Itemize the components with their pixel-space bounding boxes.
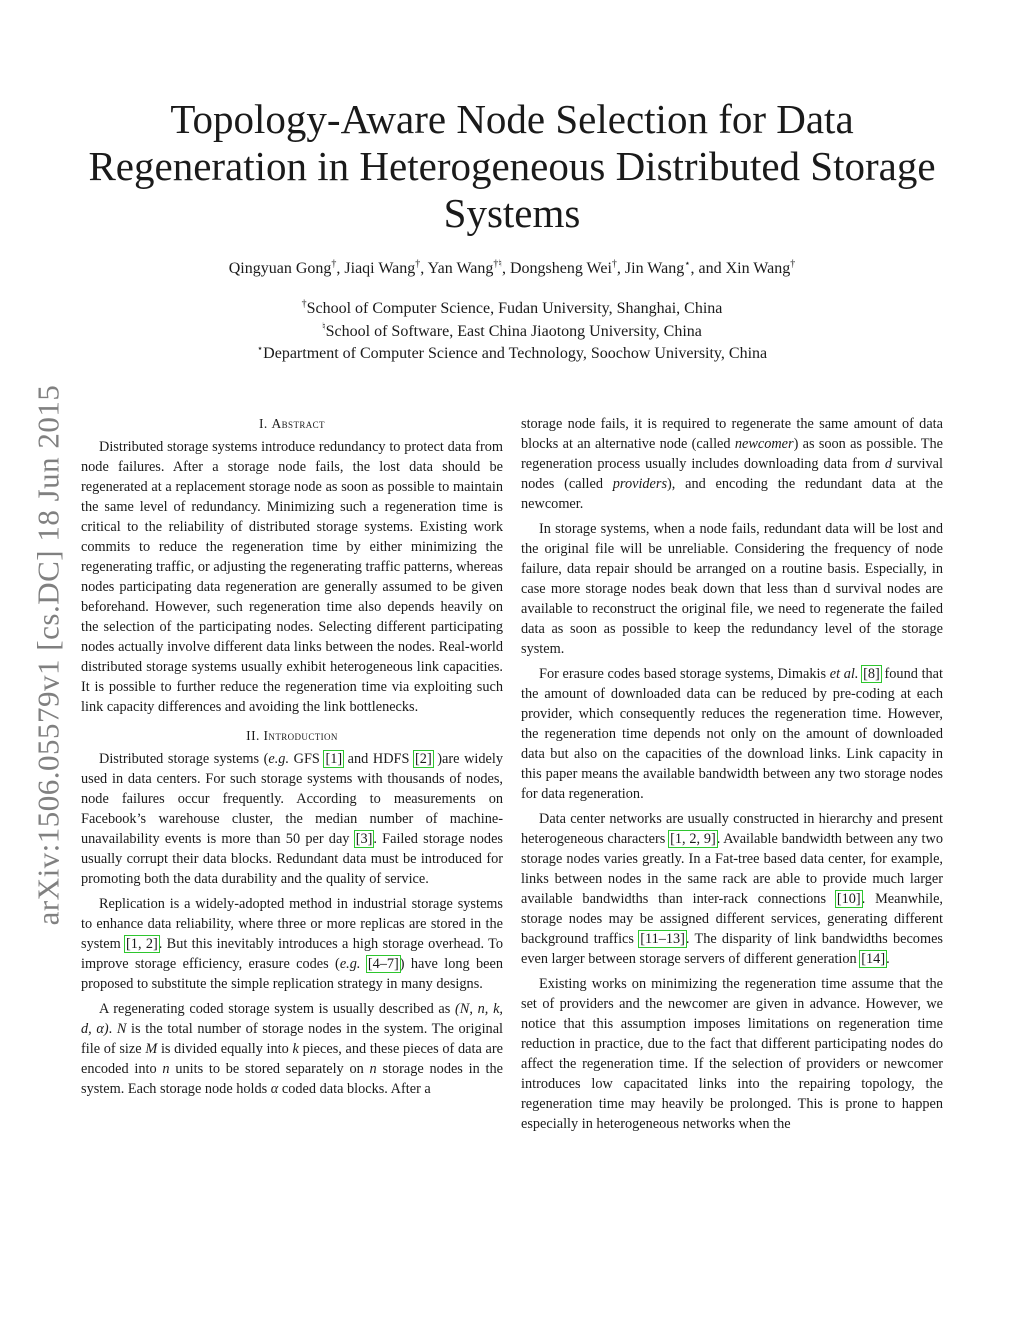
intro-paragraph-1: Distributed storage systems (e.g. GFS [1] and HDFS [2] )are widely used in data centers. For such storage systems with thousands of nodes, node failures occur frequently. According to measurements on Facebook’s warehouse cluster, the median number of machine-unavailability events is more than 50 per day [3]. Failed storage nodes usually corrupt their data blocks. Redundant data must be introduced for promoting both the data durability and the quality of service. — [81, 751, 503, 887]
affiliation-list — [60, 298, 964, 366]
citation-link[interactable]: [10] — [836, 891, 861, 907]
arxiv-identifier: arXiv:1506.05579v1 [cs.DC] 18 Jun 2015 — [30, 384, 66, 926]
intro-paragraph-3: A regenerating coded storage system is usually described as (N, n, k, d, α). N is the total number of storage nodes in the system. The original file of size M is divided equally into k pieces, and these pieces of data are encoded into n units to be stored separately on n storage nodes in the system. Each storage node holds α coded data blocks. After a — [81, 1001, 504, 1097]
citation-link[interactable]: [11–13] — [640, 931, 685, 947]
citation-link[interactable]: [1] — [325, 751, 343, 767]
author-list: Qingyuan Gong†, Jiaqi Wang†, Yan Wang†♮, Dongsheng Wei†, Jin Wang⋆, and Xin Wang† — [228, 258, 796, 277]
right-paragraph-3: For erasure codes based storage systems, Dimakis et al. [8] found that the amount of downloaded data can be reduced by pre-coding at each provider, which consequently reduces the regeneration time. However, the regeneration time depends not only on the amount of downloaded data but also on the capacities of the download links. Link capacity in this paper means the available bandwidth between any two storage nodes for data regeneration. — [521, 666, 944, 802]
section-title: Abstract — [271, 416, 325, 431]
right-paragraph-2: In storage systems, when a node fails, redundant data will be lost and the original file will be unreliable. Considering the frequency of node failure, data repair should be arranged on a routine basis. Especially, in case more storage nodes beak down that less than d survival nodes are available to reconstruct the original file, we need to regenerate the failed data as soon as possible to keep the redundancy level of the storage system. — [521, 521, 943, 657]
affiliation-mark: ⋆ — [256, 343, 264, 355]
author-mark: † — [415, 258, 421, 270]
author-name: Dongsheng Wei — [509, 260, 612, 277]
affiliation-text: School of Computer Science, Fudan University, Shanghai, China — [306, 300, 723, 317]
citation-link[interactable]: [4–7] — [367, 956, 399, 972]
citation-link[interactable]: [1, 2] — [126, 936, 158, 952]
right-paragraph-5: Existing works on minimizing the regeneration time assume that the set of providers and the newcomer are given in advance. However, we notice that this assumption imposes limitations on regeneration time reduction in practice, due to the fact that different participating nodes do affect the regeneration time. If the selection of providers or newcomer introduces low capacitated links into the repairing topology, the regeneration time may heavily be prolonged. This is prone to happen especially in heterogeneous networks when the — [521, 976, 943, 1132]
citation-link[interactable]: [8] — [863, 666, 880, 682]
author-mark: †♮ — [493, 258, 502, 270]
affiliation — [60, 298, 964, 321]
section-number: II. — [246, 728, 260, 743]
author-name: Yan Wang — [427, 260, 494, 277]
intro-paragraph-2: Replication is a widely-adopted method in industrial storage systems to enhance data reliability, where three or more replicas are stored in the system [1, 2]. But this inevitably introduces a high storage overhead. To improve storage efficiency, erasure codes (e.g. [4–7]) have long been proposed to substitute the simple replication strategy in many designs. — [81, 896, 504, 992]
author-name: Qingyuan Gong — [228, 260, 332, 277]
section-title: Introduction — [263, 728, 338, 743]
section-heading-abstract — [81, 414, 503, 434]
author-name: Xin Wang — [725, 260, 791, 277]
author-mark: † — [611, 258, 617, 270]
citation-link[interactable]: [14] — [861, 951, 886, 967]
affiliation — [60, 343, 964, 366]
affiliation-text: Department of Computer Science and Technology, Soochow University, China — [263, 345, 768, 362]
right-paragraph-4: Data center networks are usually constructed in hierarchy and present heterogeneous characters [1, 2, 9]. Available bandwidth between any two storage nodes varies greatly. In a Fat-tree based data center, for example, links between nodes in the same rack are able to provide much larger available bandwidths than inter-rack connections [10]. Meanwhile, storage nodes may be assigned different services, generating different background traffics [11–13]. The disparity of link bandwidths becomes even larger between storage servers of different generation [14]. — [521, 811, 943, 967]
affiliation — [60, 321, 964, 344]
citation-link[interactable]: [2] — [415, 751, 432, 767]
citation-link[interactable]: [1, 2, 9] — [670, 831, 716, 847]
right-column — [521, 414, 943, 1134]
affiliation-text: School of Software, East China Jiaotong University, China — [325, 322, 702, 340]
author-mark: ⋆ — [684, 258, 691, 270]
section-heading-introduction — [81, 726, 503, 746]
right-paragraph-1: storage node fails, it is required to regenerate the same amount of data blocks at an alternative node (called newcomer) as soon as possible. The regeneration process usually includes downloading data from d survival nodes (called providers), and encoding the redundant data at the newcomer. — [521, 416, 943, 512]
paper-title — [60, 96, 964, 237]
left-column — [81, 414, 503, 1099]
abstract-paragraph: Distributed storage systems introduce redundancy to protect data from node failures. After a storage node fails, the lost data should be regenerated at a replacement storage node as soon as possible to maintain the same level of redundancy. Minimizing such a regeneration time is critical to the reliability of distributed storage systems. Existing work commits to reduce the regeneration time by either minimizing the regenerating traffic, or adjusting the regenerating traffic patterns, whereas nodes participating data regeneration are generally assumed to be given beforehand. However, such regeneration time also depends heavily on the selection of the participating nodes. Selecting different participating nodes actually involve different data links between the nodes. Real-world distributed storage systems usually exhibit heterogeneous link capacities. It is possible to further reduce the regeneration time via exploiting such link capacity differences and avoiding the link bottlenecks. — [81, 439, 503, 715]
arxiv-sidebar-stamp — [28, 365, 68, 945]
citation-link[interactable]: [3] — [355, 831, 373, 847]
section-number: I. — [259, 416, 268, 431]
affiliation-mark: ♮ — [322, 321, 326, 333]
author-name: Jin Wang — [624, 260, 685, 277]
author-name: Jiaqi Wang — [344, 260, 416, 277]
affiliation-mark: † — [301, 298, 307, 310]
author-mark: † — [790, 258, 796, 270]
author-mark: † — [331, 258, 337, 270]
title-line-2: Regeneration in Heterogeneous Distributed Storage — [88, 143, 936, 189]
title-line-3: Systems — [443, 190, 581, 236]
math-tuple: (N, n, k, d, α) — [81, 1001, 503, 1037]
title-line-1: Topology-Aware Node Selection for Data — [170, 96, 854, 142]
